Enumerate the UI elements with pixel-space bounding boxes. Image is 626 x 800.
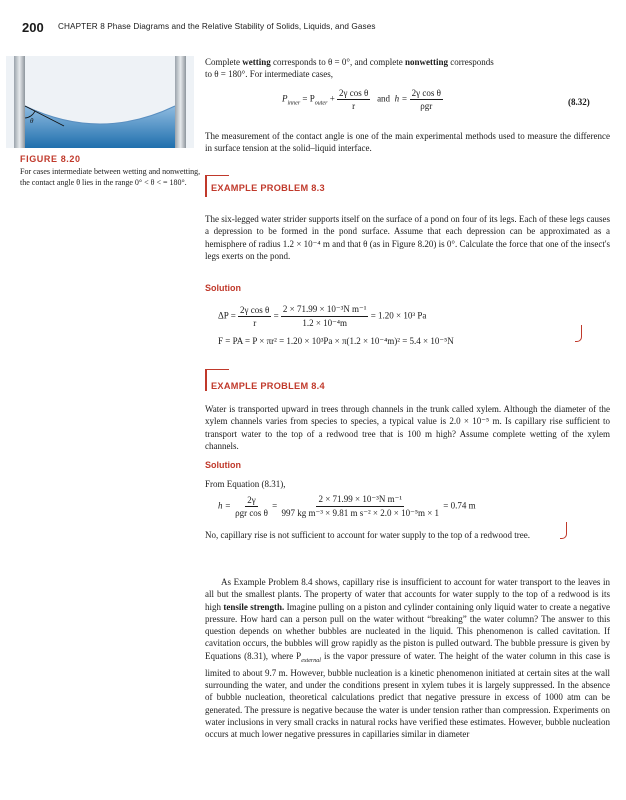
figure-caption: For cases intermediate between wetting and nonwetting, the contact angle θ lies in the range 0° < θ < = 180°.	[20, 167, 201, 188]
height-equation: h = $\frac{2\gamma}{\text{ρgr cos θ}}$ = $\frac{\text{2 × 71.99 × 10⁻³N m⁻¹}}{\text{997 kg m⁻³ × 9.81 m s⁻² × 2.0 × 10⁻⁵m × 1}}$ = 0.74 m	[218, 494, 476, 518]
page-number: 200	[22, 20, 44, 35]
figure-caption-title: FIGURE 8.20	[20, 154, 81, 164]
intro-paragraph: Complete wetting corresponds to θ = 0°, and complete nonwetting corresponds to θ = 180°. For intermediate cases,	[205, 57, 494, 80]
pressure-equation: ΔP = $\frac{\text{2γ cos θ}}{r}$ = $\frac{\text{2 × 71.99 × 10⁻³N m⁻¹}}{\text{1.2 × 10⁻⁴m}}$ = 1.20 × 10³ Pa	[218, 304, 427, 328]
example-8-3-solution-label: Solution	[205, 283, 241, 293]
example-bracket-top	[205, 175, 229, 176]
example-8-4-conclusion: No, capillary rise is not sufficient to account for water supply to the top of a redwood tree.	[205, 530, 530, 540]
example-bracket	[205, 175, 207, 197]
example-end-mark	[575, 325, 582, 342]
example-8-4-solution-label: Solution	[205, 460, 241, 470]
contact-angle-paragraph: The measurement of the contact angle is one of the main experimental methods used to measure the difference in surface tension at the solid–liquid interface.	[205, 131, 610, 154]
chapter-header: CHAPTER 8 Phase Diagrams and the Relative Stability of Solids, Liquids, and Gases	[58, 22, 376, 31]
example-bracket	[205, 369, 207, 391]
force-equation: F = PA = P × πr² = 1.20 × 10³Pa × π(1.2 × 10⁻⁴m)² = 5.4 × 10⁻⁵N	[218, 336, 454, 346]
example-8-3-title: EXAMPLE PROBLEM 8.3	[211, 183, 325, 193]
example-8-4-problem: Water is transported upward in trees through channels in the trunk called xylem. Although the diameter of the xylem channels varies from species to species, a typical value is 2.0 × 10⁻⁵ m. Is capillary rise sufficient to transport water to the top of a redwood tree that is 100 m high? Assume complete wetting of the xylem channels.	[205, 404, 610, 451]
equation-8-32: $P_{inner} = P_{outer}$ + $\frac{\text{2γ cos θ}}{r}$ and h = $\frac{\text{2γ cos θ}}{\text{ρgr}}$	[282, 88, 441, 111]
contact-angle-figure	[6, 56, 194, 148]
example-8-4-title: EXAMPLE PROBLEM 8.4	[211, 381, 325, 391]
example-8-3-problem: The six-legged water strider supports itself on the surface of a pond on four of its legs. Each of these legs causes a depression to be formed in the pond surface. Assume that each depression can be approximated as a hemisphere of radius 1.2 × 10⁻⁴ m and that θ (as in Figure 8.20) is 0°. Calculate the force that one of the insect's legs exerts on the pond.	[205, 214, 610, 261]
example-end-mark	[560, 522, 567, 539]
right-wall	[175, 56, 186, 148]
left-wall	[14, 56, 25, 148]
theta-label: θ	[30, 117, 34, 125]
from-equation-text: From Equation (8.31),	[205, 479, 286, 489]
equation-label: (8.32)	[568, 97, 590, 107]
closing-paragraph: As Example Problem 8.4 shows, capillary rise is insufficient to account for water transport to the leaves in all but the smallest plants. The property of water that accounts for water supply to the top of a redwood is its high tensile strength. Imagine pulling on a piston and cylinder containing only liquid water to create a negative pressure. How hard can a person pull on the water without “breaking” the water column? The answer to this question depends on whether bubbles are nucleated in the liquid. This phenomenon is called cavitation. If cavitation occurs, the bubbles will grow rapidly as the piston is pulled outward. The bubble pressure is given by Equations (8.31), where $P_{external}$ is the vapor pressure of water. The height of the water column in this case is limited to about 9.7 m. However, bubble nucleation is a kinetic phenomenon initiated at certain sites at the wall surrounding the water, and under the conditions present in xylem tubes it is largely suppressed. In the absence of bubble nucleation, theoretical calculations predict that negative pressure in excess of 1000 atm can be generated. The pressure is negative because the water is under tension rather than compression. Experiments on water inclusions in very small cracks in natural rocks have verified these estimates. However, bubble nucleation occurs at much lower negative pressures in capillaries similar in diameter	[205, 577, 611, 740]
example-bracket-top	[205, 369, 229, 370]
